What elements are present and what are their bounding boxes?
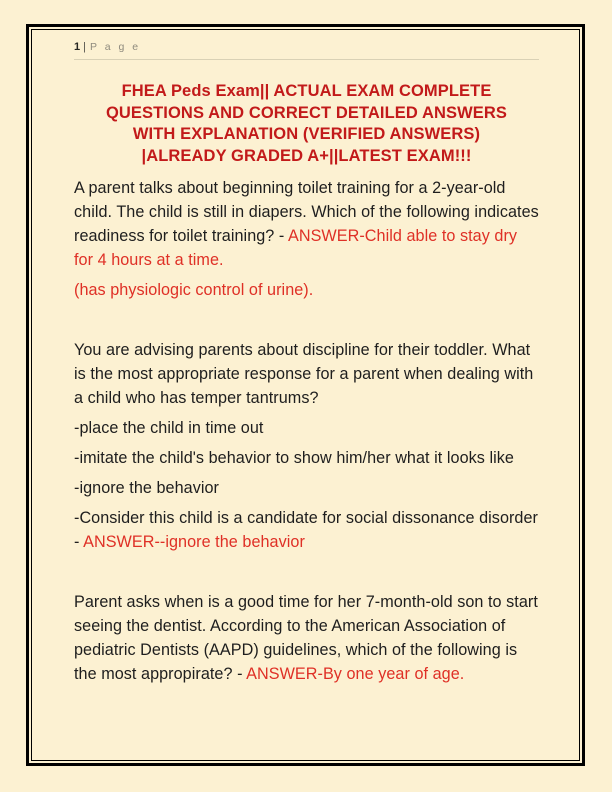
question-2-text: You are advising parents about discipline for their toddler. What is the most appropriate response for a parent when dealing with a child who has temper tantrums?: [74, 341, 534, 408]
question-2-option-2: -imitate the child's behavior to show him/her what it looks like: [74, 449, 514, 468]
question-3-text: Parent asks when is a good time for her 7-month-old son to start seeing the dentist. According to the American Association of pediatric Dentists (AAPD) guidelines, which of the following is the most appropirate? -: [74, 593, 538, 684]
question-2-option-4: -Consider this child is a candidate for social dissonance disorder -: [74, 509, 538, 552]
document-title: [74, 81, 539, 167]
paragraph-spacer: [74, 560, 539, 590]
page-header-label: P a g e: [89, 41, 141, 53]
title-line-3: WITH EXPLANATION (VERIFIED ANSWERS): [132, 125, 481, 144]
page-border-inner: [31, 29, 580, 761]
page-header: [74, 41, 539, 60]
title-line-1: FHEA Peds Exam|| ACTUAL EXAM COMPLETE: [121, 82, 492, 100]
question-1-text: A parent talks about beginning toilet training for a 2-year-old child. The child is still in diapers. Which of the following indicates readiness for toilet training? -: [74, 179, 539, 246]
question-2-final-paragraph: [74, 506, 539, 554]
question-3-paragraph: [74, 590, 539, 686]
title-line-4: |ALREADY GRADED A+||LATEST EXAM!!!: [141, 146, 472, 165]
page-header-separator: |: [83, 41, 86, 53]
question-2-option-3: -ignore the behavior: [74, 479, 219, 498]
question-1-answer: ANSWER-Child able to stay dry for 4 hours at a time.: [74, 227, 518, 270]
page-border-frame: [26, 24, 585, 766]
paragraph-spacer: [74, 308, 539, 338]
title-line-2: QUESTIONS AND CORRECT DETAILED ANSWERS: [105, 103, 508, 122]
question-2-option-1: -place the child in time out: [74, 419, 264, 438]
document-body: [74, 176, 539, 686]
page-number: 1: [74, 41, 81, 53]
question-1-note: (has physiologic control of urine).: [74, 281, 314, 300]
question-3-answer: ANSWER-By one year of age.: [246, 665, 465, 684]
question-2-answer: ANSWER--ignore the behavior: [83, 533, 305, 552]
question-1-paragraph: [74, 176, 539, 272]
